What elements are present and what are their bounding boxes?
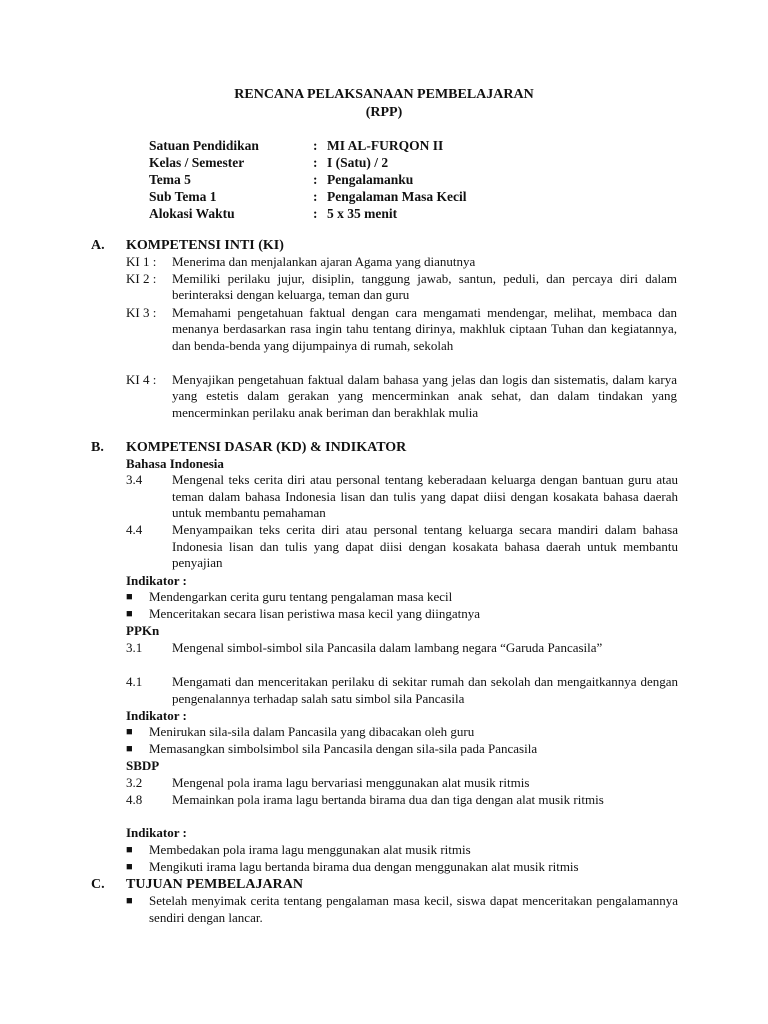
kd-text: Mengamati dan menceritakan perilaku di sekitar rumah dan sekolah dan mengaitkannya dengan pengenalannya terhadap salah satu simbol sila Pancasila — [172, 674, 678, 706]
identity-label: Tema 5 — [149, 172, 191, 187]
document-title: RENCANA PELAKSANAAN PEMBELAJARAN — [234, 87, 534, 102]
kd-number: 4.8 — [126, 792, 143, 807]
bullet-square-icon: ■ — [126, 895, 133, 907]
indikator-item — [126, 859, 678, 876]
kd-text: Mengenal simbol-simbol sila Pancasila dalam lambang negara “Garuda Pancasila” — [172, 640, 603, 655]
indikator-label: Indikator : — [126, 573, 187, 588]
identity-value: I (Satu) / 2 — [327, 155, 389, 170]
kd-item — [126, 674, 678, 707]
indikator-item — [126, 741, 678, 758]
ki-text: Memahami pengetahuan faktual dengan cara mengamati mendengar, melihat, membaca dan menanya berdasarkan rasa ingin tahu tentang dirinya, makhluk ciptaan Tuhan dan kegiatannya, dan benda-benda yang dijumpainya di rumah, sekolah — [172, 305, 677, 353]
indikator-text: Membedakan pola irama lagu menggunakan alat musik ritmis — [149, 842, 471, 857]
identity-colon: : — [313, 155, 318, 170]
kd-item — [126, 472, 678, 522]
bullet-square-icon: ■ — [126, 608, 133, 620]
section-letter: C. — [91, 877, 105, 892]
identity-value: MI AL-FURQON II — [327, 138, 444, 153]
kd-number: 3.4 — [126, 472, 143, 487]
indikator-item — [126, 606, 678, 623]
bullet-square-icon: ■ — [126, 844, 133, 856]
ki-item-3 — [126, 305, 677, 354]
identity-value: Pengalamanku — [327, 172, 414, 187]
indikator-text: Menceritakan secara lisan peristiwa masa kecil yang diingatnya — [149, 606, 481, 621]
ki-code: KI 2 : — [126, 271, 157, 286]
identity-value: 5 x 35 menit — [327, 206, 398, 221]
ki-item-1 — [126, 254, 677, 270]
identity-label: Sub Tema 1 — [149, 189, 217, 204]
identity-colon: : — [313, 206, 318, 221]
kd-item — [126, 522, 678, 572]
indikator-text: Mengikuti irama lagu bertanda birama dua dengan menggunakan alat musik ritmis — [149, 859, 579, 874]
ki-text: Menerima dan menjalankan ajaran Agama yang dianutnya — [172, 254, 476, 269]
kd-item — [126, 792, 678, 809]
tujuan-item — [126, 893, 678, 926]
ki-code: KI 1 : — [126, 254, 157, 269]
identity-label: Alokasi Waktu — [149, 206, 235, 221]
ki-item-4 — [126, 372, 677, 421]
document-subtitle: (RPP) — [365, 105, 403, 120]
tujuan-text: Setelah menyimak cerita tentang pengalaman masa kecil, siswa dapat menceritakan pengalamannya sendiri dengan lancar. — [149, 893, 678, 925]
identity-colon: : — [313, 138, 318, 153]
identity-value: Pengalaman Masa Kecil — [327, 189, 467, 204]
indikator-item — [126, 589, 678, 606]
bullet-square-icon: ■ — [126, 743, 133, 755]
bullet-square-icon: ■ — [126, 861, 133, 873]
identity-colon: : — [313, 172, 318, 187]
kd-item — [126, 775, 678, 792]
kd-text: Mengenal pola irama lagu bervariasi menggunakan alat musik ritmis — [172, 775, 530, 790]
bullet-square-icon: ■ — [126, 726, 133, 738]
section-title: KOMPETENSI DASAR (KD) & INDIKATOR — [126, 440, 407, 455]
indikator-label: Indikator : — [126, 825, 187, 840]
indikator-text: Menirukan sila-sila dalam Pancasila yang dibacakan oleh guru — [149, 724, 475, 739]
kd-text: Memainkan pola irama lagu bertanda birama dua dan tiga dengan alat musik ritmis — [172, 792, 604, 807]
section-letter: B. — [91, 440, 104, 455]
kd-text: Mengenal teks cerita diri atau personal tentang keberadaan keluarga dengan bantuan guru atau teman dalam bahasa Indonesia lisan dan tulis yang dapat diisi dengan kosakata bahasa daerah untuk membantu pemahaman — [172, 472, 678, 521]
section-title: TUJUAN PEMBELAJARAN — [126, 877, 303, 892]
kd-number: 4.4 — [126, 522, 143, 537]
kd-number: 4.1 — [126, 674, 143, 689]
indikator-text: Mendengarkan cerita guru tentang pengalaman masa kecil — [149, 589, 453, 604]
subject-ppkn: PPKn — [126, 623, 160, 638]
section-title: KOMPETENSI INTI (KI) — [126, 238, 284, 253]
bullet-square-icon: ■ — [126, 591, 133, 603]
indikator-label: Indikator : — [126, 708, 187, 723]
indikator-item — [126, 724, 678, 741]
subject-sbdp: SBDP — [126, 758, 160, 773]
ki-text: Menyajikan pengetahuan faktual dalam bahasa yang jelas dan logis dan sistematis, dalam karya yang estetis dalam gerakan yang mencerminkan anak sehat, dan dalam tindakan yang mencerminkan perilaku anak beriman dan berakhlak mulia — [172, 372, 677, 420]
ki-item-2 — [126, 271, 677, 304]
section-letter: A. — [91, 238, 105, 253]
ki-code: KI 4 : — [126, 372, 157, 387]
kd-number: 3.2 — [126, 775, 143, 790]
ki-text: Memiliki perilaku jujur, disiplin, tanggung jawab, santun, peduli, dan percaya diri dalam berinteraksi dengan keluarga, teman dan guru — [172, 271, 677, 303]
kd-number: 3.1 — [126, 640, 143, 655]
indikator-item — [126, 842, 678, 859]
kd-item — [126, 640, 678, 657]
kd-text: Menyampaikan teks cerita diri atau personal tentang keluarga secara mandiri dalam bahasa Indonesia lisan dan tulis yang dapat diisi dengan kosakata bahasa daerah untuk membantu penyajian — [172, 522, 678, 571]
indikator-text: Memasangkan simbolsimbol sila Pancasila dengan sila-sila pada Pancasila — [149, 741, 538, 756]
identity-label: Satuan Pendidikan — [149, 138, 259, 153]
identity-label: Kelas / Semester — [149, 155, 245, 170]
ki-code: KI 3 : — [126, 305, 157, 320]
subject-bahasa-indonesia: Bahasa Indonesia — [126, 456, 224, 471]
identity-colon: : — [313, 189, 318, 204]
